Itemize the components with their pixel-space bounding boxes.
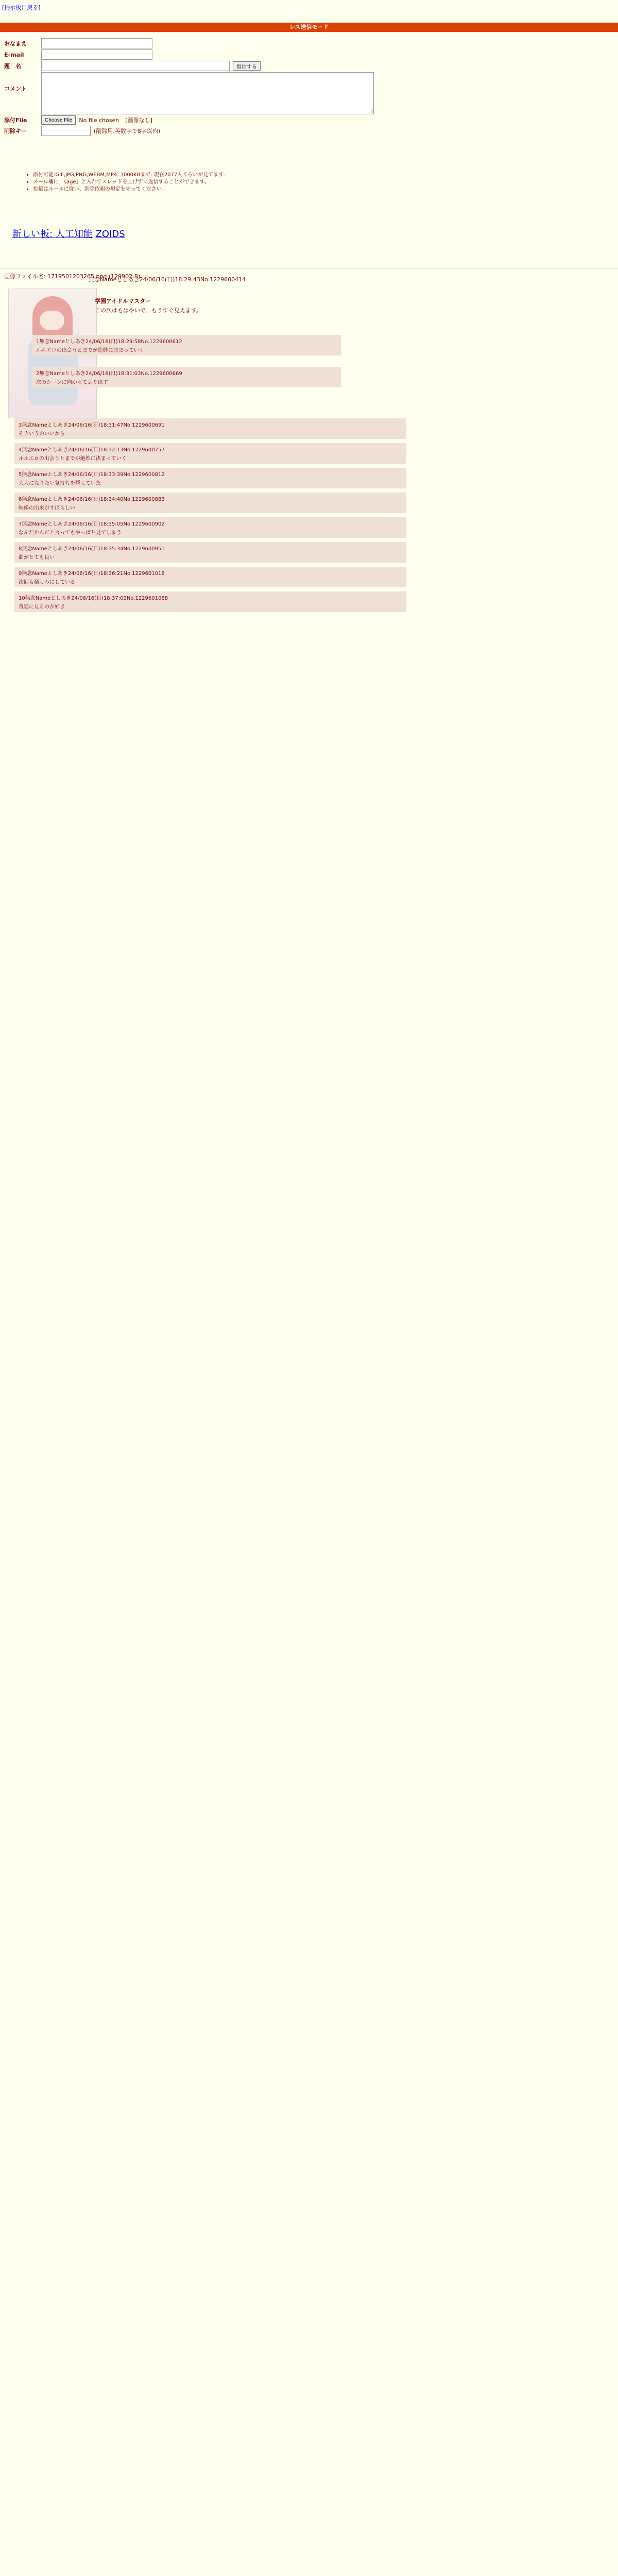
headline-links bbox=[12, 227, 125, 240]
reply-post bbox=[14, 567, 406, 587]
email-input[interactable] bbox=[41, 49, 152, 60]
rule-item: • メール欄に「sage」と入れてスレッドを上げずに返信することができます。 bbox=[33, 179, 610, 185]
reply-post bbox=[14, 493, 406, 513]
rule-item: • 添付可能:GIF,JPG,PNG,WEBM,MP4. 3000KBまで. 現在2077人くらいが見てます. bbox=[33, 172, 610, 178]
reply-text: 大人になりたい気持ちを隠していた bbox=[19, 481, 101, 486]
reply-meta: 2無念Nameとしあき24/06/16(日)18:31:03No.1229600669 bbox=[36, 371, 182, 377]
name-label: おなまえ bbox=[4, 40, 27, 47]
reply-post bbox=[14, 542, 406, 563]
reply-post bbox=[14, 591, 406, 612]
top-links bbox=[2, 3, 41, 11]
zoids-board-link[interactable]: ZOIDS bbox=[95, 229, 125, 240]
reply-meta: 1無念Nameとしあき24/06/16(日)18:29:58No.1229600612 bbox=[36, 339, 182, 345]
email-label: E-mail bbox=[4, 51, 24, 58]
reply-text: 次回も楽しみにしている bbox=[19, 580, 75, 585]
op-post-meta: 無念Nameとしあき24/06/16(日)18:29:43No.1229600414 bbox=[89, 276, 246, 283]
reply-text: なんだかんだと言ってもやっぱり見てしまう bbox=[19, 530, 122, 536]
reply-meta: 5無念Nameとしあき24/06/16(日)18:33:39No.1229600812 bbox=[19, 472, 165, 478]
rule-item: • 投稿はルールに従い、削除依頼の規定を守ってください。 bbox=[33, 186, 610, 193]
reply-post bbox=[14, 443, 406, 464]
reply-meta: 10無念Nameとしあき24/06/16(日)18:37:02No.1229601088 bbox=[19, 596, 168, 601]
comment-label: コメント bbox=[4, 86, 27, 92]
password-input[interactable] bbox=[41, 126, 91, 136]
rules-list bbox=[12, 171, 610, 193]
op-title: 学園アイドルマスター bbox=[95, 298, 151, 304]
reply-form bbox=[4, 37, 396, 137]
subject-input[interactable] bbox=[41, 61, 230, 71]
subject-label: 題 名 bbox=[4, 63, 21, 70]
reply-meta: 9無念Nameとしあき24/06/16(日)18:36:21No.1229601018 bbox=[19, 571, 165, 577]
reply-meta: 3無念Nameとしあき24/06/16(日)18:31:47No.1229600691 bbox=[19, 422, 165, 428]
reply-text: ルルエロの出会うとまでが絶妙に決まっていく bbox=[19, 456, 127, 462]
reply-post bbox=[14, 468, 406, 488]
reply-text: そういうのいいから bbox=[19, 431, 65, 437]
reply-text: 普通に見るのが好き bbox=[19, 604, 65, 610]
reply-text: ルルエロの出会うとまでが絶妙に決まっていく bbox=[36, 348, 144, 353]
send-button[interactable]: 返信する bbox=[233, 61, 261, 71]
reply-post bbox=[32, 367, 341, 387]
reply-text: 曲がとても良い bbox=[19, 555, 55, 561]
no-file-text: No file chosen bbox=[79, 116, 119, 124]
name-input[interactable] bbox=[41, 38, 152, 48]
character-face-shape bbox=[40, 311, 64, 330]
reply-post bbox=[14, 517, 406, 538]
random-checkbox-label[interactable]: [画像なし] bbox=[125, 117, 152, 124]
file-label: 添付File bbox=[4, 117, 27, 124]
comment-textarea[interactable] bbox=[41, 72, 374, 114]
reply-meta: 6無念Nameとしあき24/06/16(日)18:34:40No.1229600883 bbox=[19, 497, 165, 502]
back-to-board-link[interactable]: [掲示板に戻る] bbox=[2, 4, 41, 11]
thread-image-meta: 画像ファイル名: 1719501203265.png (129902 B) bbox=[4, 273, 141, 280]
reply-meta: 7無念Nameとしあき24/06/16(日)18:35:05No.1229600902 bbox=[19, 521, 165, 527]
reply-post bbox=[14, 418, 406, 439]
password-note: (削除用.英数字で8字以内) bbox=[94, 128, 161, 134]
password-label: 削除キー bbox=[4, 128, 27, 134]
choose-file-button[interactable]: Choose File bbox=[41, 115, 76, 125]
reply-post bbox=[32, 335, 341, 355]
reply-meta: 4無念Nameとしあき24/06/16(日)18:32:13No.1229600757 bbox=[19, 447, 165, 453]
ai-board-link[interactable]: 新しい板: 人工知能 bbox=[12, 229, 93, 240]
reply-meta: 8無念Nameとしあき24/06/16(日)18:35:34No.1229600951 bbox=[19, 546, 165, 552]
reply-mode-bar: レス送信モード bbox=[0, 23, 618, 32]
op-text: この次はもはやいで、もうすぐ見えます。 bbox=[95, 307, 202, 314]
reply-text: 次のシーンに向かって走り出す bbox=[36, 380, 108, 385]
reply-text: 映像の出来がすばらしい bbox=[19, 505, 75, 511]
